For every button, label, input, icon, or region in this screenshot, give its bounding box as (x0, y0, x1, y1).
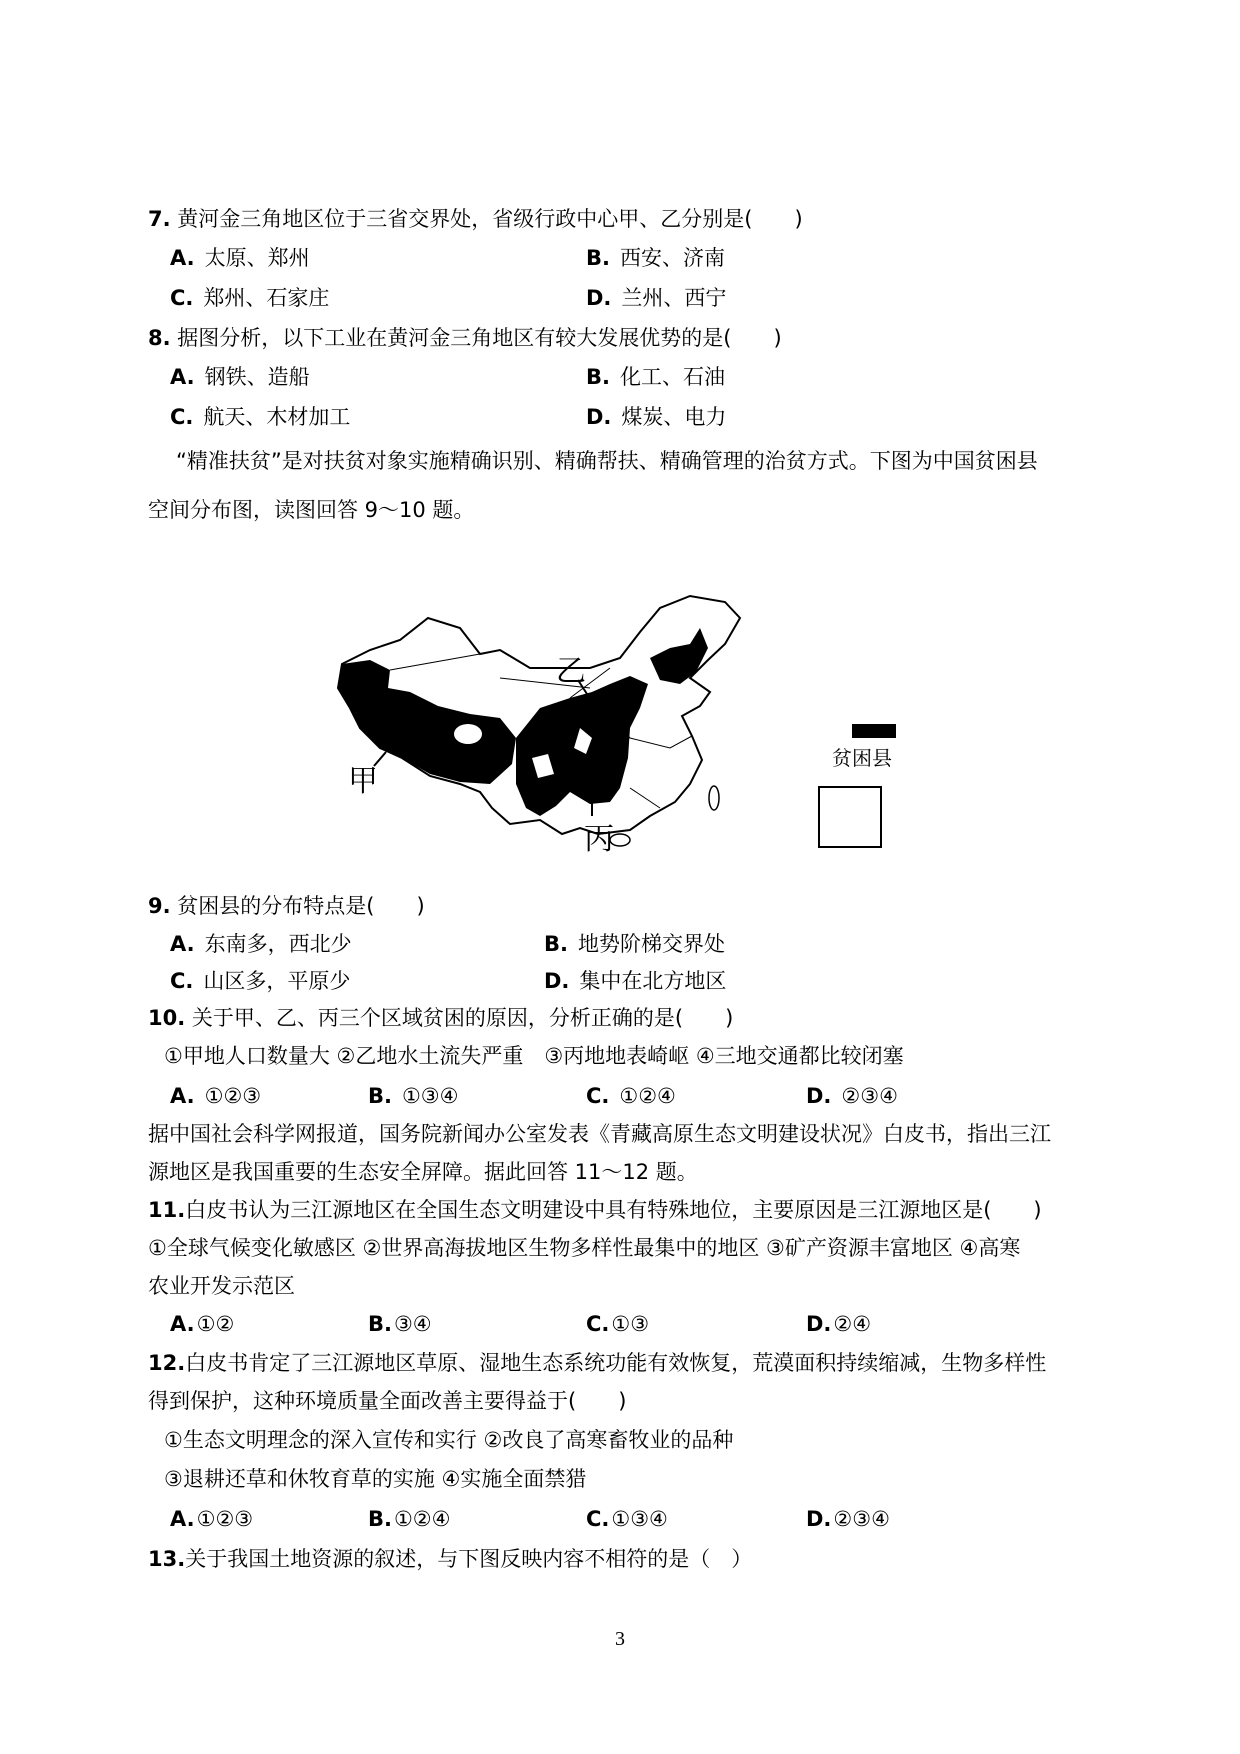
option-text: 集中在北方地区 (579, 969, 727, 993)
question-number: 10. (148, 1006, 186, 1030)
south-china-sea-inset-icon (818, 786, 882, 848)
question-number: 9. (148, 894, 171, 918)
option-c[interactable] (586, 1505, 668, 1533)
option-a[interactable] (170, 1082, 261, 1110)
option-d[interactable] (806, 1082, 898, 1110)
option-label: A. (170, 365, 195, 389)
question-13 (148, 1545, 752, 1573)
option-label: A. (170, 1312, 195, 1336)
option-label: C. (170, 286, 194, 310)
question-text-continued: 得到保护，这种环境质量全面改善主要得益于( ) (148, 1389, 627, 1413)
option-label: D. (806, 1084, 832, 1108)
option-c[interactable] (170, 967, 350, 995)
option-text: ②③④ (833, 1507, 890, 1531)
option-label: A. (170, 1084, 195, 1108)
option-c[interactable] (170, 284, 329, 312)
statements: ①全球气候变化敏感区 ②世界高海拔地区生物多样性最集中的地区 ③矿产资源丰富地区 ④高寒 (148, 1236, 1021, 1260)
option-text: 地势阶梯交界处 (577, 932, 725, 956)
option-c[interactable] (586, 1310, 649, 1338)
map-label-bing: 丙 (584, 822, 614, 857)
question-number: 13. (148, 1547, 186, 1571)
statements: ①生态文明理念的深入宣传和实行 ②改良了高寒畜牧业的品种 (164, 1428, 734, 1452)
question-text: 黄河金三角地区位于三省交界处，省级行政中心甲、乙分别是( ) (177, 207, 803, 231)
question-8 (148, 324, 782, 352)
option-text: ①②③ (204, 1084, 262, 1108)
option-text: 东南多，西北少 (204, 932, 352, 956)
option-d[interactable] (586, 284, 726, 312)
option-a[interactable] (170, 1505, 253, 1533)
option-a[interactable] (170, 363, 310, 391)
option-d[interactable] (586, 403, 726, 431)
option-text: 化工、石油 (619, 365, 725, 389)
question-text: 关于我国土地资源的叙述，与下图反映内容不相符的是（ ） (185, 1547, 753, 1571)
option-label: D. (586, 286, 612, 310)
question-10 (148, 1004, 733, 1032)
option-label: B. (544, 932, 568, 956)
option-c[interactable] (586, 1082, 676, 1110)
option-text: ③④ (393, 1312, 432, 1336)
option-label: B. (368, 1312, 392, 1336)
option-b[interactable] (544, 930, 725, 958)
option-a[interactable] (170, 1310, 234, 1338)
option-text: 航天、木材加工 (203, 405, 351, 429)
option-b[interactable] (368, 1310, 432, 1338)
option-text: ①③④ (401, 1084, 459, 1108)
option-text: ①②③ (196, 1507, 254, 1531)
option-c[interactable] (170, 403, 350, 431)
question-12 (148, 1349, 1046, 1377)
option-label: D. (806, 1312, 832, 1336)
option-text: 山区多，平原少 (203, 969, 351, 993)
option-d[interactable] (544, 967, 726, 995)
option-label: B. (586, 365, 610, 389)
option-a[interactable] (170, 244, 310, 272)
option-text: ②④ (833, 1312, 872, 1336)
question-9 (148, 892, 425, 920)
legend-label: 贫困县 (832, 746, 892, 770)
option-label: D. (806, 1507, 832, 1531)
option-text: 钢铁、造船 (204, 365, 310, 389)
question-11 (148, 1196, 1042, 1224)
option-label: C. (170, 969, 194, 993)
option-b[interactable] (586, 244, 725, 272)
option-label: D. (544, 969, 570, 993)
option-text: ①②④ (619, 1084, 676, 1108)
intro-paragraph-line: “精准扶贫”是对扶贫对象实施精确识别、精确帮扶、精确管理的治贫方式。下图为中国贫困县 (176, 449, 1038, 473)
option-label: A. (170, 246, 195, 270)
option-b[interactable] (586, 363, 725, 391)
option-d[interactable] (806, 1505, 890, 1533)
option-label: C. (586, 1312, 610, 1336)
question-text: 贫困县的分布特点是( ) (177, 894, 425, 918)
option-d[interactable] (806, 1310, 871, 1338)
statements: 农业开发示范区 (148, 1274, 295, 1298)
question-number: 12. (148, 1351, 186, 1375)
option-label: C. (586, 1507, 610, 1531)
question-text: 白皮书肯定了三江源地区草原、湿地生态系统功能有效恢复，荒漠面积持续缩减，生物多样性 (185, 1351, 1047, 1375)
question-7 (148, 205, 803, 233)
option-a[interactable] (170, 930, 352, 958)
intro-paragraph-line: 源地区是我国重要的生态安全屏障。据此回答 11～12 题。 (148, 1160, 698, 1184)
question-number: 11. (148, 1198, 186, 1222)
option-text: ①③④ (611, 1507, 668, 1531)
option-label: D. (586, 405, 612, 429)
option-text: ①②④ (393, 1507, 451, 1531)
option-label: C. (170, 405, 194, 429)
question-text: 白皮书认为三江源地区在全国生态文明建设中具有特殊地位，主要原因是三江源地区是( ) (185, 1198, 1042, 1222)
question-text: 据图分析，以下工业在黄河金三角地区有较大发展优势的是( ) (177, 326, 782, 350)
intro-paragraph-line: 空间分布图，读图回答 9～10 题。 (148, 498, 475, 522)
map-label-yi: 乙 (556, 654, 586, 689)
question-number: 7. (148, 207, 171, 231)
option-text: 郑州、石家庄 (203, 286, 330, 310)
option-label: B. (368, 1084, 392, 1108)
option-b[interactable] (368, 1082, 458, 1110)
option-text: ②③④ (841, 1084, 898, 1108)
poverty-county-map (330, 588, 890, 857)
page-number: 3 (615, 1628, 625, 1650)
option-label: B. (586, 246, 610, 270)
intro-paragraph-line: 据中国社会科学网报道，国务院新闻办公室发表《青藏高原生态文明建设状况》白皮书，指出三江 (148, 1122, 1051, 1146)
option-label: A. (170, 1507, 195, 1531)
option-text: 西安、济南 (619, 246, 725, 270)
option-b[interactable] (368, 1505, 450, 1533)
statements: ③退耕还草和休牧育草的实施 ④实施全面禁猎 (164, 1467, 587, 1491)
option-text: 兰州、西宁 (621, 286, 727, 310)
question-number: 8. (148, 326, 171, 350)
option-label: B. (368, 1507, 392, 1531)
china-map-icon (330, 588, 890, 850)
option-text: ①③ (611, 1312, 650, 1336)
option-label: A. (170, 932, 195, 956)
question-text: 关于甲、乙、丙三个区域贫困的原因，分析正确的是( ) (191, 1006, 734, 1030)
option-text: 煤炭、电力 (621, 405, 727, 429)
statements: ①甲地人口数量大 ②乙地水土流失严重 ③丙地地表崎岖 ④三地交通都比较闭塞 (164, 1044, 904, 1068)
option-label: C. (586, 1084, 610, 1108)
map-label-jia: 甲 (348, 764, 378, 799)
legend-swatch-icon (852, 724, 896, 738)
option-text: 太原、郑州 (204, 246, 310, 270)
option-text: ①② (196, 1312, 235, 1336)
